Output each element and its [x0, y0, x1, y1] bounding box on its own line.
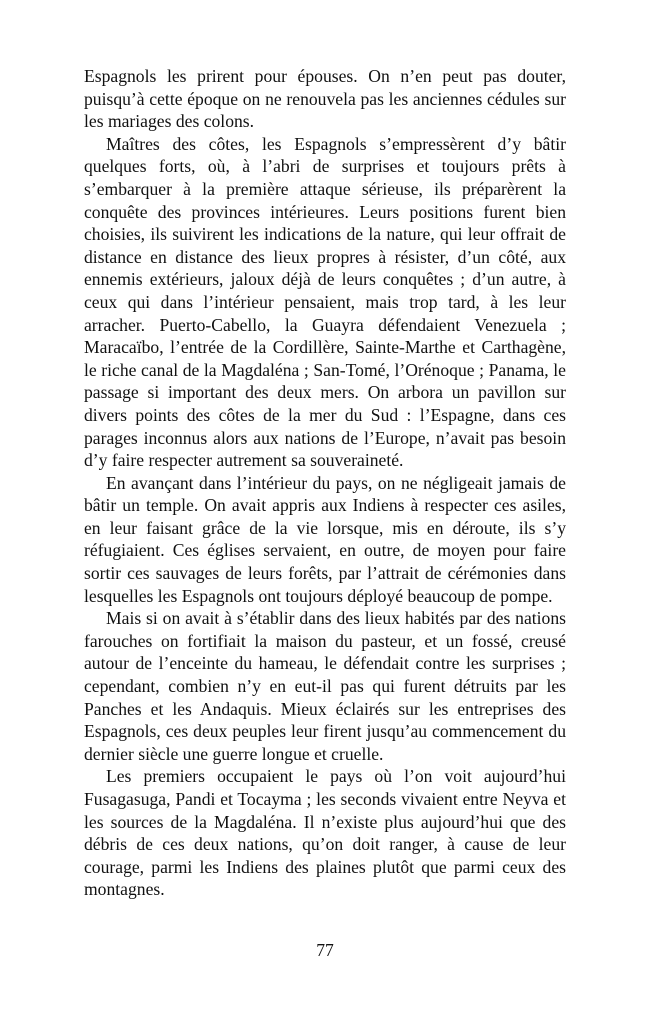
paragraph-temples: En avançant dans l’intérieur du pays, on ne négligeait jamais de bâtir un temple. On avait appris aux Indiens à respecter ces asiles, en leur faisant grâce de la vie lorsque, mis en déroute, ils s’y réfugiaient. Ces églises servaient, en outre, de moyen pour faire sortir ces sauvages de leurs forêts, par l’attrait de cérémonies dans lesquelles les Espagnols ont toujours déployé beaucoup de pompe.: [84, 472, 566, 606]
paragraph-coastal-forts: Maîtres des côtes, les Espagnols s’empressèrent d’y bâtir quelques forts, où, à l’abri de surprises et toujours prêts à s’embarquer à la première attaque sérieuse, ils préparèrent la conquête des provinces intérieures. Leurs positions furent bien choisies, ils suivirent les indications de la nature, qui leur offrait de distance en distance des lieux propres à résister, d’un côté, aux ennemis extérieurs, jaloux déjà de leurs conquêtes ; d’un autre, à ceux qui dans l’intérieur pensaient, mais trop tard, à les leur arracher. Puerto-Cabello, la Guayra défendaient Venezuela ; Maracaïbo, l’entrée de la Cordillère, Sainte-Marthe et Carthagène, le riche canal de la Magdaléna ; San-Tomé, l’Orénoque ; Panama, le passage si important des deux mers. On arbora un pavillon sur divers points des côtes de la mer du Sud : l’Espagne, dans ces parages inconnus alors aux nations de l’Europe, n’avait pas besoin d’y faire respecter autrement sa souveraineté.: [84, 133, 566, 471]
page-body: [84, 65, 566, 901]
page-number: 77: [316, 940, 334, 960]
paragraph-fortified-settlements: Mais si on avait à s’établir dans des lieux habités par des nations farouches on fortifiait la maison du pasteur, et un fossé, creusé autour de l’enceinte du hameau, le défendait contre les surprises ; cependant, combien n’y en eut-il pas qui furent détruits par les Panches et les Andaquis. Mieux éclairés sur les entreprises des Espagnols, ces deux peuples leur firent jusqu’au commencement du dernier siècle une guerre longue et cruelle.: [84, 608, 566, 764]
paragraph-continuation: Espagnols les prirent pour épouses. On n’en peut pas douter, puisqu’à cette époque on ne renouvela pas les anciennes cédules sur les mariages des colons.: [84, 66, 566, 132]
paragraph-panches-andaquis: Les premiers occupaient le pays où l’on voit aujourd’hui Fusagasuga, Pandi et Tocayma ; les seconds vivaient entre Neyva et les sources de la Magdaléna. Il n’existe plus aujourd’hui que des débris de ces deux nations, qu’on doit ranger, à cause de leur courage, parmi les Indiens des plaines plutôt que parmi ceux des montagnes.: [84, 766, 566, 900]
